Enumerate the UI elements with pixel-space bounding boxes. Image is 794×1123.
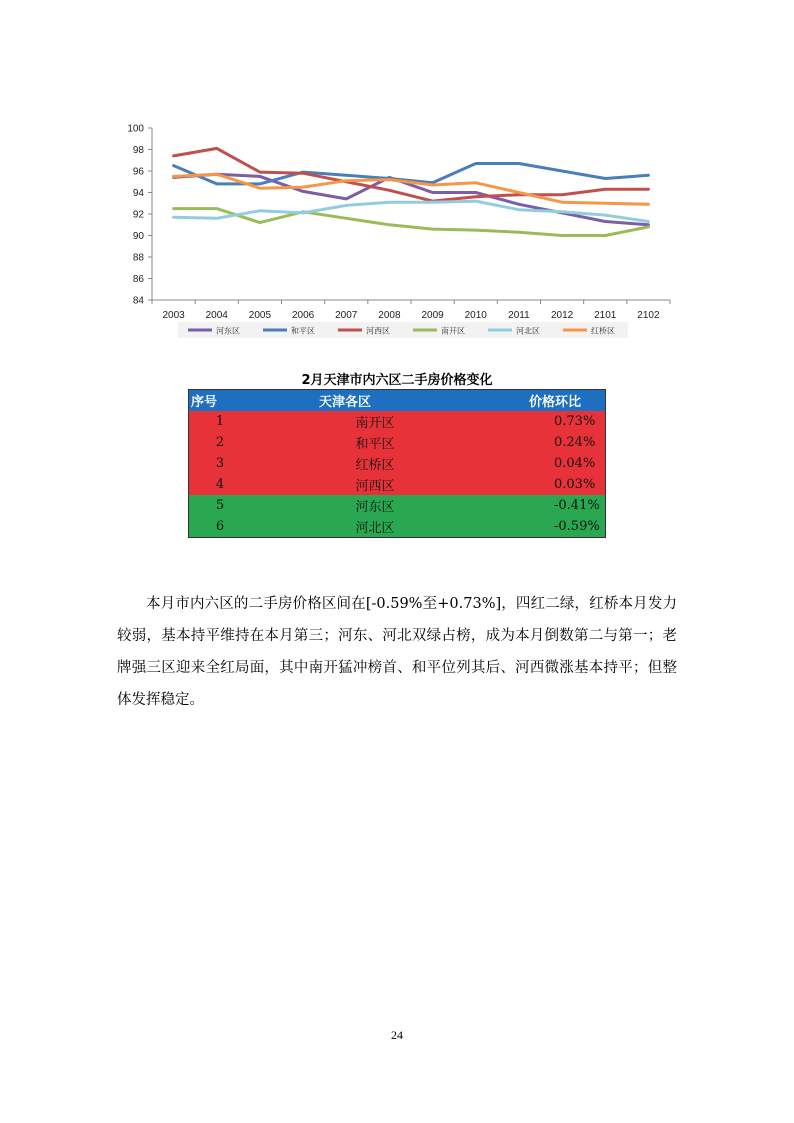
row-district: 红桥区 [251,453,499,474]
row-index: 3 [189,453,252,474]
header-change: 价格环比 [499,390,606,412]
row-change: 0.03% [499,474,606,495]
x-tick-label: 2004 [205,310,228,321]
table-row [189,411,606,432]
row-district: 河北区 [251,516,499,538]
x-tick-label: 2010 [464,310,487,321]
price-change-table [188,389,606,538]
table-title: 2月天津市内六区二手房价格变化 [301,373,493,388]
y-tick-label: 84 [132,295,144,307]
row-district: 和平区 [251,432,499,453]
x-tick-label: 2012 [550,310,574,321]
legend-label: 河东区 [216,326,240,336]
y-tick-label: 92 [132,209,144,221]
body-paragraph: 本月市内六区的二手房价格区间在[-0.59%至+0.73%]，四红二绿，红桥本月发力较弱，基本持平维持在本月第三；河东、河北双绿占榜，成为本月倒数第二与第一；老牌强三区迎来全红局面，其中南开猛冲榜首、和平位列其后、河西微涨基本持平；但整体发挥稳定。 [117,595,677,708]
header-district: 天津各区 [251,390,499,412]
row-change: 0.04% [499,453,606,474]
legend-label: 河西区 [366,326,390,336]
y-tick-label: 98 [132,145,144,156]
row-district: 南开区 [251,411,499,432]
y-tick-label: 88 [132,252,144,264]
table-header-row [189,390,606,412]
row-change: -0.41% [499,495,606,516]
page-number: 24 [391,1028,403,1042]
x-tick-label: 2011 [508,310,530,321]
legend-label: 红桥区 [591,326,615,336]
table-row [189,474,606,495]
series-line-红桥区 [174,174,649,204]
y-tick-label: 90 [132,231,144,242]
x-tick-label: 2007 [335,310,358,321]
y-tick-label: 96 [132,166,144,178]
table-row [189,516,606,538]
x-tick-label: 2005 [248,310,272,321]
x-tick-label: 2009 [421,310,444,321]
x-tick-label: 2008 [378,310,401,321]
row-change: 0.24% [499,432,606,453]
row-index: 4 [189,474,252,495]
legend-background [178,322,628,338]
row-index: 1 [189,411,252,432]
table-row [189,495,606,516]
legend-label: 南开区 [441,326,465,336]
table-row [189,453,606,474]
legend-label: 河北区 [516,326,540,336]
x-tick-label: 2102 [637,310,660,321]
row-change: 0.73% [499,411,606,432]
y-tick-label: 94 [132,188,144,199]
price-index-line-chart [118,118,678,348]
legend-label: 和平区 [291,326,315,336]
header-index: 序号 [189,390,252,412]
y-tick-labels [127,124,144,307]
table-row [189,432,606,453]
x-tick-label: 2101 [594,310,617,321]
y-tick-label: 86 [132,274,144,285]
row-change: -0.59% [499,516,606,538]
row-district: 河西区 [251,474,499,495]
chart-series-lines [174,148,649,235]
x-tick-label: 2006 [291,310,315,321]
row-index: 6 [189,516,252,538]
chart-legend [178,322,628,338]
row-district: 河东区 [251,495,499,516]
y-tick-label: 100 [127,123,144,135]
x-tick-labels [162,310,660,321]
row-index: 2 [189,432,252,453]
row-index: 5 [189,495,252,516]
x-tick-label: 2003 [162,310,185,321]
